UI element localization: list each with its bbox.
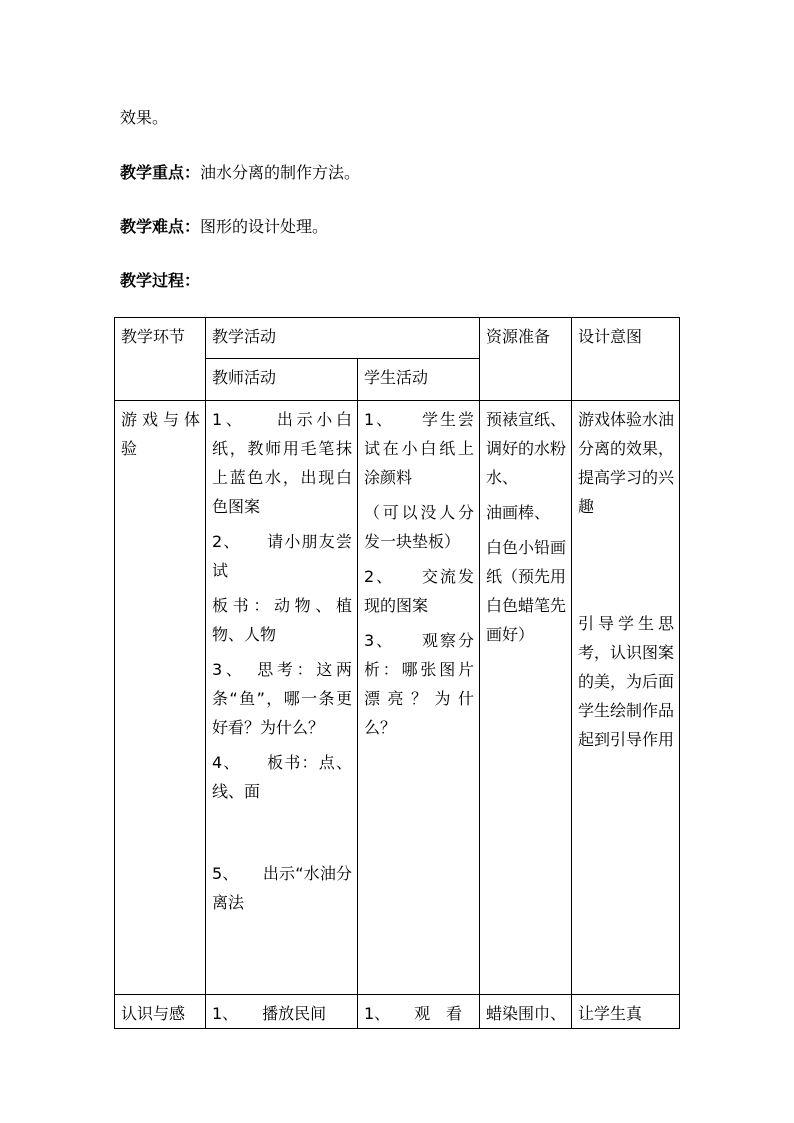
row-teacher-activity: 1、 播放民间 [206, 995, 358, 1029]
student-step: 3、 观察分析：哪张图片漂亮？为什么？ [364, 631, 474, 737]
student-step: 2、 交流发现的图案 [364, 567, 474, 615]
teacher-step: 4、 板书：点、线、面 [212, 753, 352, 801]
teacher-step: 3、 思考：这两条“鱼”，哪一条更好看？为什么？ [212, 660, 352, 737]
resource-item: 白色小铅画纸（预先用白色蜡笔先画好） [486, 538, 567, 644]
focus-label: 教学重点： [120, 163, 201, 182]
row-teacher-activity [206, 401, 358, 995]
resource-item: 油画棒、 [486, 503, 551, 522]
teacher-step: 2、 请小朋友尝试 [212, 532, 352, 580]
row-student-activity [358, 401, 480, 995]
process-label: 教学过程： [120, 271, 201, 290]
row-student-activity: 1、 观 看 [358, 995, 480, 1029]
row-resources [480, 401, 572, 995]
header-intent: 设计意图 [572, 318, 680, 401]
row-intent: 让学生真 [572, 995, 680, 1029]
difficulty-label: 教学难点： [120, 217, 201, 236]
header-student: 学生活动 [358, 359, 480, 401]
intent-item: 游戏体验水油分离的效果，提高学习的兴趣 [578, 410, 675, 516]
teaching-focus [120, 162, 360, 184]
student-step: （可以没人分发一块垫板） [364, 503, 474, 551]
row-resources: 蜡染围巾、 [480, 995, 572, 1029]
header-activity: 教学活动 [206, 318, 480, 359]
intro-effect-tail: 效果。 [120, 108, 169, 127]
header-resources: 资源准备 [480, 318, 572, 401]
teacher-step: 板书：动物、植物、人物 [212, 596, 352, 644]
teacher-step: 1、 出示小白纸，教师用毛笔抹上蓝色水，出现白色图案 [212, 410, 352, 516]
header-stage: 教学环节 [115, 318, 206, 401]
row-stage: 认识与感 [115, 995, 206, 1029]
resource-item: 预裱宣纸、调好的水粉水、 [486, 410, 567, 487]
teaching-difficulty [120, 216, 328, 238]
lesson-table [114, 317, 680, 1029]
intent-item: 引导学生思考，认识图案的美，为后面学生绘制作品起到引导作用 [578, 614, 675, 749]
difficulty-text: 图形的设计处理。 [200, 217, 329, 236]
header-teacher: 教师活动 [206, 359, 358, 401]
row-intent [572, 401, 680, 995]
teacher-step: 5、 出示“水油分离法 [212, 864, 352, 912]
table-row [115, 401, 680, 995]
row-stage: 游戏与体验 [115, 401, 206, 995]
teaching-process-heading [120, 270, 200, 292]
student-step: 1、 学生尝试在小白纸上涂颜料 [364, 410, 474, 487]
focus-text: 油水分离的制作方法。 [200, 163, 361, 182]
table-row [115, 995, 680, 1029]
table-header-row [115, 318, 680, 359]
